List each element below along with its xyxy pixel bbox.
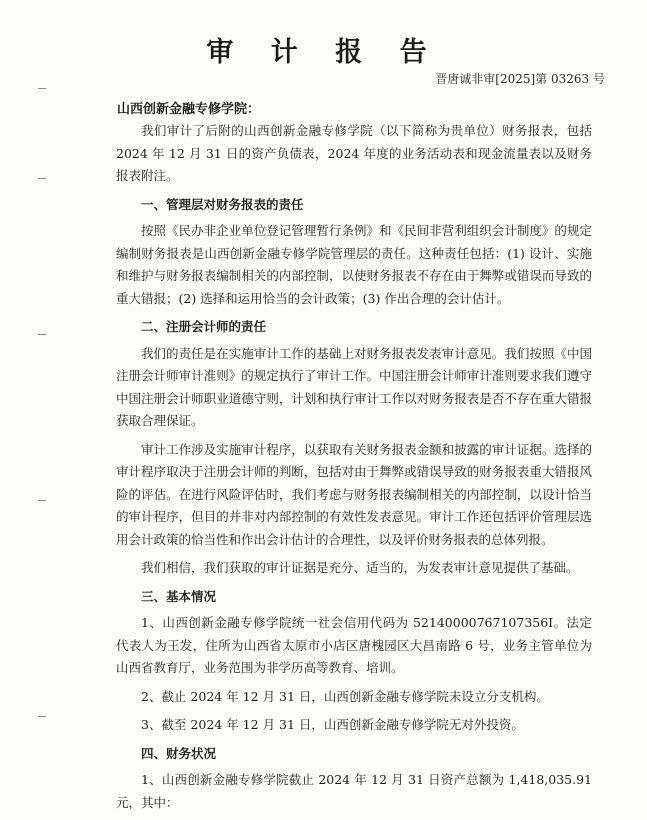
section-heading: 四、财务状况 [141,745,217,761]
binding-mark [38,334,46,335]
document-number: 晋唐诚非审[2025]第 03263 号 [435,72,605,86]
binding-mark [38,178,46,179]
body-paragraph: 按照《民办非企业单位登记管理暂行条例》和《民间非营利组织会计制度》的规定编制财务报表是山西创新金融专修学院管理层的责任。这种责任包括：(1) 设计、实施和维护与财务报表编制相关的内部控制，以使财务报表不存在由于舞弊或错误而导致的重大错报；(2) 选择和运用恰当的会计政策；(3) 作出合理的会计估计。 [116,223,592,306]
body-paragraph: 2、截止 2024 年 12 月 31 日，山西创新金融专修学院未设立分支机构。 [141,688,549,704]
body-paragraph: 我们审计了后附的山西创新金融专修学院（以下简称为贵单位）财务报表，包括 2024 年 12 月 31 日的资产负债表，2024 年度的业务活动表和现金流量表以及财务报表附注。 [116,123,592,183]
body-paragraph: 3、截至 2024 年 12 月 31 日，山西创新金融专修学院无对外投资。 [141,717,524,732]
report-title: 审 计 报 告 [206,37,441,68]
addressee: 山西创新金融专修学院： [117,102,261,117]
body-paragraph: 审计工作涉及实施审计程序，以获取有关财务报表金额和披露的审计证据。选择的审计程序取决于注册会计师的判断，包括对由于舞弊或错误导致的财务报表重大错报风险的评估。在进行风险评估时，我们考虑与财务报表编制相关的内部控制，以设计恰当的审计程序，但目的并非对内部控制的有效性发表意见。审计工作还包括评价管理层选用会计政策的恰当性和作出会计估计的合理性，以及评价财务报表的总体列报。 [116,441,592,547]
body-paragraph: 1、山西创新金融专修学院统一社会信用代码为 52140000767107356I。法定代表人为王发，住所为山西省太原市小店区唐槐园区大昌南路 6 号，业务主管单位为山西省教育厅，业务范围为非学历高等教育、培训。 [116,615,592,675]
binding-mark [38,716,46,717]
report-body [116,120,592,820]
binding-mark [38,88,46,89]
body-paragraph: 我们相信，我们获取的审计证据是充分、适当的，为发表审计意见提供了基础。 [141,560,579,575]
body-paragraph: 1、山西创新金融专修学院截止 2024 年 12 月 31 日资产总额为 1,418,035.91 元，其中： [116,772,592,810]
section-heading: 一、管理层对财务报表的责任 [141,196,304,212]
body-paragraph: 我们的责任是在实施审计工作的基础上对财务报表发表审计意见。我们按照《中国注册会计师审计准则》的规定执行了审计工作。中国注册会计师审计准则要求我们遵守中国注册会计师职业道德守则，计划和执行审计工作以对财务报表是否不存在重大错报获取合理保证。 [116,345,592,428]
binding-mark [38,500,46,501]
section-heading: 三、基本情况 [141,588,217,604]
section-heading: 二、注册会计师的责任 [141,319,267,334]
